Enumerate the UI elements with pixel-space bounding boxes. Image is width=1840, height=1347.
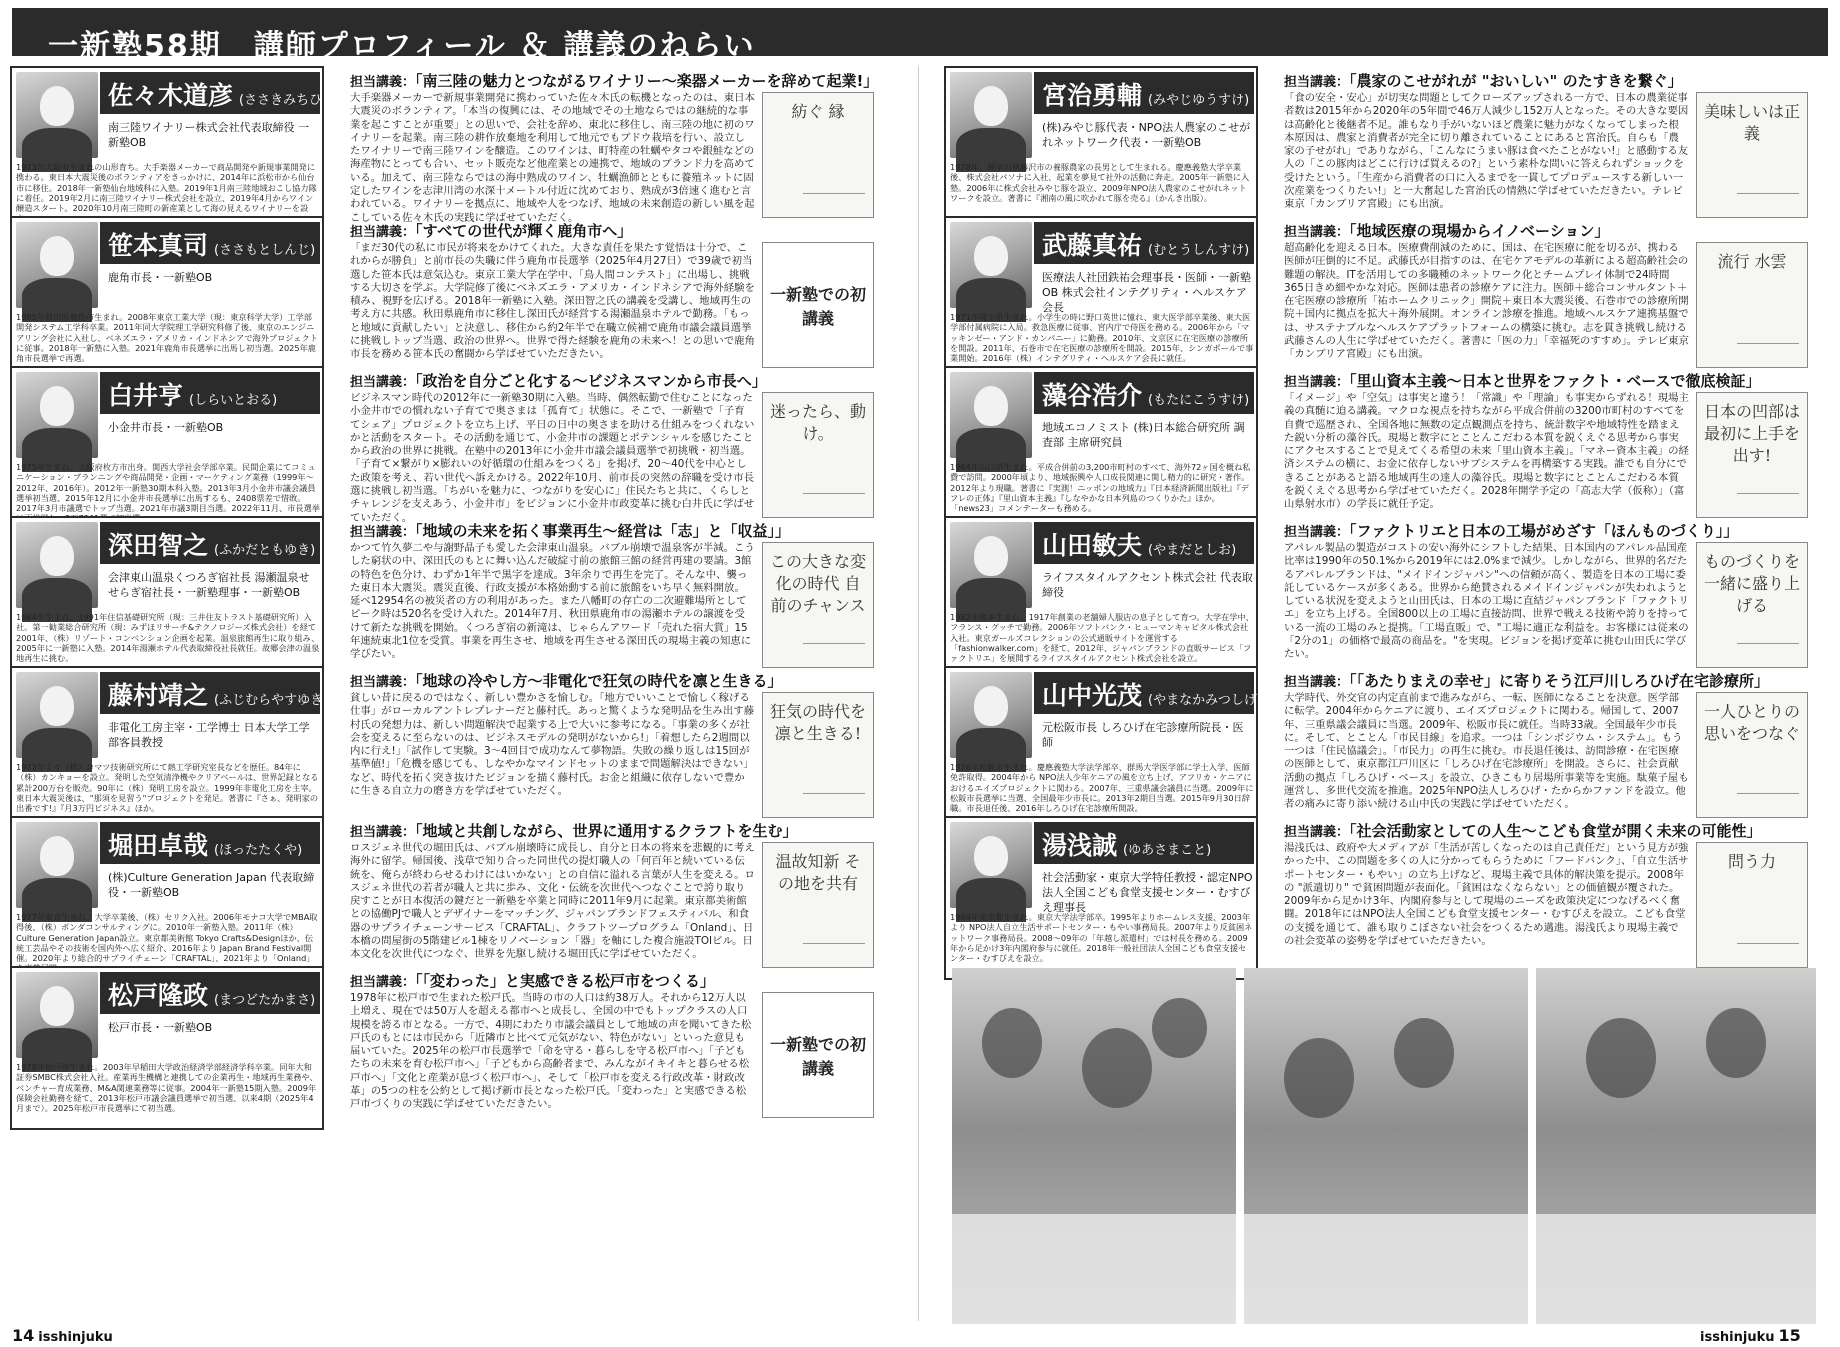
speaker-bio: 1975年生まれ。大阪府枚方市出身。関西大学社会学部卒業。民間企業にてコミュニケーション・プランニングや商品開発・企画・マーケティング業務（1999年～2012年、2016年）。2012年一新塾30期本科入塾。2013年3月小金井市議会議員選挙初当選、2015年12月に小金井市長選挙に出馬するも、2408票差で惜敗。2017年3月市議選でトップ当選。2021年市議3期目当選。2022年11月、市長選挙 (16, 462, 320, 514)
calligraphy-signature (1737, 343, 1799, 357)
profile-box (10, 816, 324, 980)
speaker-kana: (しらいとおる) (189, 393, 278, 408)
lecture-description: 「イメージ」や「空気」は事実と違う！「常識」や「理論」も事実からずれる！現場主義の真髄に迫る講義。マクロな視点を持ちながら平成合併前の3200市町村のすべてを自費で巡歴され、全国各地に無数の定点観測点を持ち、統計数字や地域特性を踏まえた鋭い分析の藻谷氏。現場と数字にとことんこだわる本質を鋭くえぐる思考から事実にアクセスすることで見えてくる希望の未来「里山資本主義」。「マネー資本主義」の経済システムの横に、お金に依存しないサブシステムを再構築する実践。誰でも自分にできることがあると語る地域再生の達人の藻谷氏。現場と数字にとことんこだわる本質を鋭くえぐる思考から学ばせていただく。2028年開学予定の「高志大学（仮称）」（富山県射水市）の学長に就任予定。 (1284, 392, 1689, 511)
first-lecture-text: 一新塾での初講義 (769, 285, 866, 328)
lecture-title-text: 「農家のこせがれが "おいしい" のたすきを繋ぐ」 (1349, 72, 1683, 90)
speaker-name (1042, 226, 1249, 262)
page-number-right: 15 (1778, 1326, 1801, 1345)
profile-box (10, 666, 329, 830)
lecture-title (1284, 820, 1809, 841)
speaker-name (1042, 676, 1262, 712)
profile-box (944, 366, 1258, 530)
speaker-title: 元松阪市長 しろひげ在宅診療所院長・医師 (1042, 721, 1244, 749)
calligraphy-card (1696, 392, 1808, 518)
workshop-photos (952, 968, 1816, 1324)
lecture-description: ビジネスマン時代の2012年に一新塾30期に入塾。当時、偶然転勤で住むことになった小金井市での慣れない子育てで奥さまは「孤育て」状態に。そこで、一新塾で「子育てシェア」プロジェクトを立ち上げ、平日の日中の奥さまを助ける仕組みをつくれないかと活動をスタート。その活動を通じて、小金井市の課題とポテンシャルを感じたことから政治の世界に挑戦。在塾中の2013年に小金井市議会議員選挙で初挑戦・初当選。「子育て×繋がり×膨れいの好循環の仕組みをつくる」を掲げ、20～40代を中心とした政策を考え、若い世代へ訴えかける。2022年10月、前市長の突然の辞職を受け市長選に挑戦し初当選。「ちがいを魅力に、つながりを安心に」住民たちと共に、くらしとチャレンジを支えあう、小金井市」をビジョンに小金井市政変革に挑む白井氏に学ばせていただく。 (350, 392, 755, 524)
lecture-description: 貧しい昔に戻るのではなく、新しい豊かさを愉しむ。「地方でいいことで愉しく稼げる仕事」がローカルアントレプレナーだと藤村氏。あっと驚くような発明品を生み出す藤村氏の発想力は、新しい問題解決で起業する上で大いに参考になる。「事業の多くが社会を変えるに至らないのは、ビジネスモデルの発明がないから!」「着想したら2週間以内に行え!」「試作して実験。3～4回目で成功なんて夢物語。失敗の繰り返しは15回が基準値!」「危機を感じても、しなやかなマインドセットのままで問題解決はできない」など、時代を拓く突き抜けたビジョンを描く藤村氏。お金と組織に依存しないで豊かに生きる自立力の磨き方を学ばせていただく。 (350, 692, 755, 798)
speaker-title: 地域エコノミスト (株)日本総合研究所 調査部 主席研究員 (1042, 421, 1245, 449)
calligraphy-text: ものづくりを一緒に盛り上げる (1703, 552, 1800, 615)
profile-card (944, 816, 1814, 982)
name-bar (1034, 522, 1254, 564)
portrait-photo (950, 672, 1032, 758)
speaker-bio: 1978年松戸市生まれ。2003年早稲田大学政治経済学部経済学科卒業。同年大和証券SMBC株式会社入社。産業再生機構と連携しての企業再生・地域再生業務や、ベンチャー育成業務、M&A関連業務等に従事。2004年一新塾15期入塾。2009年保険会社勤務を経て、2013年松戸市議会議員選挙で初当選、以来4期（2025年4月まで）。2025年松戸市長選挙にて初当選。 (16, 1062, 318, 1114)
lecture-description: 大学時代、外交官の内定直前まで進みながら、一転、医師になることを決意。医学部に転学。2004年からケニアに渡り、エイズプロジェクトに関わる。帰国して、2007年、三重県議会議員に当選。2009年、松阪市長に就任。当時33歳。全国最年少市長に。そして、とことん「市民目線」を追求。一つは「シンボジウム・システム」。もう一つは「住民協議会」。「市民力」の再生に挑む。市長退任後は、訪問診療・在宅医療の医師として、東京都江戸川区に「しろひげ在宅診療所」を開設。さらに、社会貢献活動の拠点「しろひげ・ベース」を設立、ひきこもり居場所事業等を実施。駄菓子屋も運営し、多世代交流を推進。2025年NPO法人しろひげ・たからかファンドを設立。他者の痛みに寄り添い続ける山中氏の実践に学ばせていただく。 (1284, 692, 1689, 811)
speaker-title: 社会活動家・東京大学特任教授・認定NPO法人全国こども食堂支援センター・むすびえ理事長 (1042, 871, 1253, 914)
calligraphy-text: 狂気の時代を凛と生きる! (769, 702, 866, 743)
speaker-title: ライフスタイルアクセント株式会社 代表取締役 (1042, 571, 1253, 599)
profile-card (944, 216, 1814, 382)
calligraphy-card (1696, 242, 1808, 368)
calligraphy-signature (1737, 793, 1799, 807)
profile-box (10, 516, 324, 680)
speaker-title: (株)みやじ豚代表・NPO法人農家のこせがれネットワーク代表・一新塾OB (1042, 121, 1251, 149)
calligraphy-card (762, 842, 874, 968)
speaker-title: 小金井市長・一新塾OB (108, 421, 224, 434)
profile-card (944, 516, 1814, 682)
portrait-head (974, 686, 1008, 726)
portrait-photo (16, 72, 98, 158)
name-bar (100, 72, 341, 114)
lecture-title-text: 「南三陸の魅力とつながるワイナリー～楽器メーカーを辞めて起業!」 (415, 72, 879, 90)
portrait-head (40, 836, 74, 876)
calligraphy-card (762, 392, 874, 518)
calligraphy-text: 日本の凹部は最初に上手を出す! (1703, 402, 1800, 465)
speaker-name-text: 宮治勇輔 (1042, 81, 1143, 110)
portrait-photo (16, 522, 98, 608)
calligraphy-signature (1737, 493, 1799, 507)
lecture-title (350, 70, 879, 91)
speaker-name (1042, 76, 1249, 112)
lecture-title (350, 820, 875, 841)
lecture-description: 大手楽器メーカーで新規事業開発に携わっていた佐々木氏の転機となったのは、東日本大震災のボランティア。「本当の復興には、その地域でその土地ならではの継続的な事業を起こすことが重要」との思いで、会社を辞め、東北に移住し、南三陸の地に初のワイナリーを起業。南三陸の耕作放棄地を利用して地元でもブドウ栽培を行い、設立したワイナリーで南三陸ワインを醸造。このワインは、町特産の牡蠣やタコや銀鮭などの海産物にとっても合い、セット販売など他産業との連携で、地域のブランド力を高めている。加えて、南三陸ならではの海中熟成のワイン、牡蠣漁師とともに養殖ネットに固定したワインを志津川湾の水深十メートル付近に沈めており、熟成が3倍速く進むと言われている。ワイナリーを拠点に、地域や人をつなげ、地域の未来創造の新しい風を起こしている佐々木氏の実践に学ばせていただく。 (350, 92, 755, 224)
name-bar (1034, 672, 1262, 714)
calligraphy-card (762, 542, 874, 668)
lecture-label: 担当講義： (350, 675, 416, 690)
calligraphy-signature (1737, 643, 1799, 657)
profile-box (10, 966, 324, 1130)
speaker-kana: (ささきみちひこ) (239, 93, 341, 108)
speaker-name (108, 76, 340, 112)
portrait-photo (16, 372, 98, 458)
profile-box (944, 216, 1258, 380)
lecture-title-text: 「「変わった」と実感できる松戸市をつくる」 (415, 972, 715, 990)
speaker-name-text: 堀田卓哉 (108, 831, 209, 860)
speaker-name (108, 976, 315, 1012)
speaker-name (108, 526, 315, 562)
first-lecture-text: 一新塾での初講義 (769, 1035, 866, 1078)
lecture-description: ロスジェネ世代の堀田氏は、バブル崩壊時に成長し、自分と日本の将来を悲観的に考え海外に留学。帰国後、浅草で知り合った同世代の提灯職人の「何百年と続いている伝統を、俺らが終わらせるわけにはいかない」との自信に溢れる言葉が人生を変える。ロスジェネ世代の若者が職人と共に歩み、文化・伝統を次世代へつなぐことで誇り取り戻すことが日本復活の鍵だと一新塾を卒業と同時に2011年9月に起業。東京都美術館との協働PJで職人とデザイナーをマッチング、ジャパンブランドフェスティバル、和食器のサプライチェーンサービス「CRAFTAL」、クラフトツープログラム「Onland」、日本橋の問屋街の5階建ビル1棟をリノベーション「器」を軸にした複合施設TOIビル。日本文化を次世代につなぐ、世界を先駆し続ける堀田氏に学ばせていただく。 (350, 842, 755, 961)
speaker-title: 松戸市長・一新塾OB (108, 1021, 213, 1034)
footer-brand-left: isshinjuku (38, 1330, 113, 1345)
speaker-name (108, 376, 277, 412)
name-bar (1034, 822, 1254, 864)
lecture-title (1284, 370, 1809, 391)
workshop-photo (952, 968, 1236, 1324)
speaker-kana: (やまなかみつしげ) (1148, 693, 1262, 708)
speaker-bio: 1969年東京都生まれ。東京大学法学部卒。1995年よりホームレス支援、2003年より NPO法人自立生活サポートセンター・もやい事務局長。2007年より反貧困ネットワーク事務局長。2008～09年の「年越し派遣村」では村長を務める。2009年から足かけ3年内閣府参与に就任。2018年一般社団法人全国こども食堂支援センター・むすびえを設立。 (950, 912, 1253, 964)
speaker-kana: (みやじゆうすけ) (1148, 93, 1250, 108)
portrait-photo (16, 222, 98, 308)
name-bar (100, 372, 320, 414)
profile-box (10, 366, 324, 530)
profile-card (944, 66, 1814, 232)
portrait-photo (950, 372, 1032, 458)
portrait-photo (16, 972, 98, 1058)
speaker-kana: (ふじむらやすゆき) (214, 693, 329, 708)
header-bar (12, 8, 1828, 64)
speaker-name (108, 226, 315, 262)
portrait-head (974, 536, 1008, 576)
lecture-title-text: 「「あたりまえの幸せ」に寄りそう江戸川しろひげ在宅診療所」 (1349, 672, 1770, 690)
lecture-title-text: 「地域と共創しながら、世界に通用するクラフトを生む」 (415, 822, 798, 840)
name-bar (1034, 72, 1254, 114)
lecture-title-text: 「地域の未来を拓く事業再生～経営は「志」と「収益」」 (415, 522, 791, 540)
speaker-kana: (ささもとしんじ) (214, 243, 316, 258)
lecture-title-text: 「ファクトリエと日本の工場がめざす「ほんものづくり」」 (1349, 522, 1739, 540)
lecture-title (350, 370, 875, 391)
portrait-head (40, 386, 74, 426)
name-bar (100, 222, 320, 264)
profile-box (10, 216, 324, 380)
speaker-name-text: 藤村靖之 (108, 681, 209, 710)
speaker-bio: 1964年山口県生まれ。平成合併前の3,200市町村のすべて、海外72ヶ国を概ね私費で訪問。2000年頃より、地域振興や人口成長関連に関し精力的に研究・著作。2012年より現職。著書に『実測！ニッポンの地域力』『日本経済新聞出版社』『デフレの正体』『里山資本主義』『しなやかな日本列島のつくりかた』ほか。「news23」コメンテーターも務める。 (950, 462, 1251, 514)
portrait-head (974, 86, 1008, 126)
lecture-description: 湯浅氏は、政府や大メディアが「生活が苦しくなったのは自己責任だ」という見方が強かった中、この問題を多くの人に分かってもらうために「フードバンク」、「自立生活サポートセンター・もやい」の立ち上げなど、現場主義で具体的解決策を提示。2008年の "派遣切り" で貧困問題が表面化。「貧困はなくならない」との価値観が覆された。2009年から足かけ3年、内閣府参与として現場のニーズを政策決定につなげるべく奮闘。2018年にはNPO法人全国こども食堂支援センター・むすびえを設立。こども食堂の支援を通じて、誰も取りこぼさない社会をつくるため邁進。湯浅氏より現場主義での社会変革の姿勢を学ばせていただきたい。 (1284, 842, 1689, 948)
speaker-bio: 1971年埼玉県生まれ。小学生の時に野口英世に憧れ、東大医学部卒業後、東大医学部付属病院に入局。救急医療に従事、宮内庁で侍医を務める。2006年から「マッキンゼー・アンド・カンパニー」に勤務。2010年、文京区に在宅医療の診療所を開設。2011年、石巻市で在宅医療の診療所を開設。2015年、シンガポールで事業開始。2016年（株）インテグリティ・ヘルスケア会長に就任。 (950, 312, 1254, 364)
speaker-name (1042, 526, 1236, 562)
name-bar (100, 522, 320, 564)
lecture-title (350, 670, 875, 691)
page-number-left: 14 (12, 1326, 35, 1345)
speaker-name-text: 山田敏夫 (1042, 531, 1143, 560)
portrait-head (974, 236, 1008, 276)
calligraphy-text: 紡ぐ 縁 (791, 102, 845, 121)
speaker-title: (株)Culture Generation Japan 代表取締役・一新塾OB (108, 871, 315, 899)
calligraphy-text: 迷ったら、動け。 (769, 402, 866, 443)
lecture-label: 担当講義： (350, 525, 416, 540)
profile-card (10, 966, 880, 1132)
calligraphy-card (1696, 542, 1808, 668)
name-bar (1034, 372, 1254, 414)
profile-card (10, 516, 880, 682)
speaker-name-text: 武藤真祐 (1042, 231, 1143, 260)
speaker-kana: (ふかだともゆき) (214, 543, 316, 558)
speaker-bio: 1985年秋田県鹿角市生まれ。2008年東京工業大学（現：東京科学大学）工学部開発システム工学科卒業。2011年同大学院理工学研究科修了後、東京のエンジニアリング会社に入社し、ベネズエラ・アメリカ・インドネシアで海外プロジェクトに従事。2018年一新塾に入塾。2021年鹿角市長選挙に出馬し初当選。2025年鹿角市長選挙で再選。 (16, 312, 318, 364)
header-band (0, 0, 1840, 62)
profile-card (944, 366, 1814, 532)
calligraphy-card (762, 692, 874, 818)
portrait-head (40, 536, 74, 576)
speaker-name-text: 笹本真司 (108, 231, 209, 260)
speaker-title: 南三陸ワイナリー株式会社代表取締役 一新塾OB (108, 121, 310, 149)
portrait-head (40, 86, 74, 126)
calligraphy-signature (803, 493, 865, 507)
profile-box (944, 666, 1262, 830)
portrait-head (974, 836, 1008, 876)
speaker-name-text: 湯浅誠 (1042, 831, 1118, 860)
speaker-name (1042, 826, 1211, 862)
footer-right (1700, 1326, 1805, 1345)
page-title: 一新塾58期 講師プロフィール ＆ 講義のねらい (48, 29, 756, 64)
lecture-title (1284, 220, 1809, 241)
speaker-kana: (もたにこうすけ) (1148, 393, 1250, 408)
portrait-photo (950, 222, 1032, 308)
speaker-title: 非電化工房主宰・工学博士 日本大学工学部客員教授 (108, 721, 310, 749)
portrait-head (40, 686, 74, 726)
speaker-kana: (ほったたくや) (214, 843, 303, 858)
lecture-description: 1978年に松戸市で生まれた松戸氏。当時の市の人口は約38万人。それから12万人以上増え、現在では50万人を超える都市へと成長し、全国の中でもトップクラスの人口規模を誇る市となる。一方で、4期にわたり市議会議員として地域の声を聞いてきた松戸氏のもとには市民から「近隣市と比べて元気がない、特色がない」といった意見も届いていた。2025年の松戸市長選挙で「命を守る・暮らしを守る松戸市へ」「子どもたちの未来を育む松戸市へ」「子どもから高齢者まで、みんながイキイキと暮らせる松戸市へ」「文化と産業が息づく松戸市へ」、そして「松戸市を変える行政改革・財政改革」の5つの柱を公約として掲げ新市長となった松戸氏。「変わった」と実感できる松戸市づくりの実践に学ばせていただきたい。 (350, 992, 752, 1111)
calligraphy-text: 一人ひとりの思いをつなぐ (1703, 702, 1800, 743)
calligraphy-card (1696, 842, 1808, 968)
speaker-name-text: 山中光茂 (1042, 681, 1143, 710)
portrait-head (40, 986, 74, 1026)
lecture-title (350, 970, 875, 991)
lecture-title-text: 「地域医療の現場からイノベーション」 (1349, 222, 1610, 240)
calligraphy-signature (803, 943, 865, 957)
speaker-name (108, 826, 302, 862)
calligraphy-signature (803, 793, 865, 807)
speaker-bio: 1976年松阪市生まれ。慶應義塾大学法学部卒、群馬大学医学部に学士入学、医師免許取得。2004年から NPO法人少年ケニアの風を立ち上げ、アフリカ・ケニアにおけるエイズプロジェクトに関わる。2007年、三重県議会議員に当選。2009年に松阪市長選挙に当選、全国最年少市長に。2013年2期目当選。2015年9月30日辞職。市長退任後、2016年しろひげ在宅診療所開設。 (950, 762, 1254, 814)
profile-card (10, 666, 880, 832)
lecture-description: かつて竹久夢二や与謝野晶子も愛した会津東山温泉。バブル崩壊で温泉客が半減。こうした窮状の中、深田氏のもとに舞い込んだ破綻寸前の旅館三館の経営再建の要請。3館の特色を色分け、わずか1年半で黒字を達成。3年余りで再生を完了。そんな中、襲った東日本大震災。震災直後、行政支援が本格始動する前に旅館をいち早く無料開放。延べ12954名の被災者の方の利用があった。また八幡町の存亡の二次避難場所としてピーク時は520名を受け入れた。2014年7月、秋田県鹿角市の湯瀬ホテルの譲渡を受けて新たな挑戦を開始。くつろぎ宿の新滝は、じゃらんアワード「売れた宿大賞」15年連続東北1位を受賞。事業を再生させ、地域を再生させる深田氏の現場主義の知恵に学びたい。 (350, 542, 755, 661)
calligraphy-signature (803, 193, 865, 207)
profile-card (10, 816, 880, 982)
speaker-name-text: 深田智之 (108, 531, 209, 560)
speaker-bio: 1973年大阪府生まれの山形育ち。大手楽器メーカーで商品開発や新規事業開発に携わる。東日本大震災後のボランティアをきっかけに、2014年に浜松市から仙台市に移住。2018年一新塾仙台地域科に入塾。2019年1月南三陸地域おこし協力隊に着任。2019年2月に南三陸ワイナリー株式会社を設立、2019年4月からワイン醸造スタート。2020年10月南三陸町の新産業として海の見えるワイナリーを設 (16, 162, 317, 214)
speaker-name-text: 藻谷浩介 (1042, 381, 1143, 410)
lecture-label: 担当講義： (350, 225, 416, 240)
first-lecture-badge (762, 242, 874, 368)
portrait-photo (16, 672, 98, 758)
profile-box (944, 816, 1258, 980)
portrait-head (974, 386, 1008, 426)
speaker-kana: (むとうしんすけ) (1148, 243, 1250, 258)
profile-card (10, 66, 880, 232)
lecture-label: 担当講義： (1284, 75, 1350, 90)
portrait-photo (950, 72, 1032, 158)
lecture-label: 担当講義： (1284, 825, 1350, 840)
calligraphy-text: 温故知新 その地を共有 (775, 852, 861, 893)
portrait-photo (16, 822, 98, 908)
lecture-label: 担当講義： (1284, 225, 1350, 240)
lecture-label: 担当講義： (350, 375, 416, 390)
lecture-title-text: 「社会活動家としての人生～こども食堂が開く未来の可能性」 (1349, 822, 1762, 840)
calligraphy-text: 問う力 (1727, 852, 1776, 871)
profile-card (10, 216, 880, 382)
speaker-bio: 1977年東京生まれ。大学卒業後、（株）セリク入社。2006年モナコ大学でMBA取得後、（株）ポンダコンサルティングに。2010年一新塾入塾。2011年（株）Culture Generation Japan設立。東京都美術館 Tokyo Crafts&Designほか、伝統工芸品やその技術を国内外へ広く紹介、2016年より Japan Brand Festival開催。2020年より総合的サプライチェーン「CRAFTAL」、2021年より「Onland」 (16, 912, 318, 964)
calligraphy-text: この大きな変化の時代 自前のチャンス (769, 552, 866, 615)
portrait-photo (950, 822, 1032, 908)
name-bar (100, 972, 320, 1014)
speaker-name (108, 676, 328, 712)
workshop-photo (1244, 968, 1528, 1324)
page-divider (918, 66, 919, 1321)
portrait-photo (950, 522, 1032, 608)
first-lecture-badge (762, 992, 874, 1118)
profile-box (944, 66, 1258, 230)
profile-card (944, 666, 1814, 832)
profile-box (10, 66, 341, 230)
speaker-title: 会津東山温泉くつろぎ宿社長 湯瀬温泉せせらぎ宿社長・一新塾理事・一新塾OB (108, 571, 310, 599)
lecture-title-text: 「地球の冷やし方～非電化で狂気の時代を凛と生きる」 (415, 672, 783, 690)
lecture-title (1284, 70, 1809, 91)
name-bar (100, 672, 329, 714)
speaker-bio: 1964年生まれ。1991年住信基礎研究所（現：三井住友トラスト基礎研究所）入社。第一勧業総合研究所（現：みずほリサーチ&テクノロジーズ株式会社）を経て2001年、（株）リゾート・コンベンション企画を起業。温泉旅館再生に取り組み、2005年に一新塾に入塾。2014年湯瀬ホテル代表取締役社長就任。故郷会津の温泉地再生に挑む。 (16, 612, 320, 664)
name-bar (100, 822, 320, 864)
lecture-title (350, 520, 875, 541)
speaker-name (1042, 376, 1249, 412)
lecture-label: 担当講義： (1284, 675, 1350, 690)
lecture-label: 担当講義： (1284, 375, 1350, 390)
lecture-label: 担当講義： (350, 975, 416, 990)
speaker-bio: 1973年より（株）コマツ技術研究所にて熱工学研究室長などを歴任。84年に（株）カンキョーを設立。発明した空気清浄機やクリアベールは、世界記録となる累計200万台を販売。90年に（株）発明工房を設立。1999年非電化工房を主宰。東日本大震災後は、"那須を見習う"プロジェクトを発足。著書に『さぁ、発明家の出番です!』『月3万円ビジネス』ほか。 (16, 762, 319, 814)
lecture-description: 「食の安全・安心」が切実な問題としてクローズアップされる一方で、日本の農業従事者数は2015年から2020年の5年間で46万人減少し152万人となった。その大きな要因は高齢化と後継者不足。誰もなり手がいないほど農業に魅力がなくなってしまった根本原因は、農家と消費者が完全に切り離されていることにあると宮治氏。自らも「農家の子せがれ」でありながら、「こんなにうまい豚は食べたことがない!」と感動する友人の「この豚肉はどこに行けば買えるの?」という素朴な問いに答えられずショックを受けたという。「生産から消費者の口に入るまでを一貫してプロデュースする新しい一次産業をつくりたい!」と一大奮起した宮治氏の情熱に学ばせていただきたい。テレビ東京「カンブリア宮殿」にも出演。 (1284, 92, 1689, 211)
speaker-title: 鹿角市長・一新塾OB (108, 271, 213, 284)
calligraphy-signature (1737, 193, 1799, 207)
speaker-kana: (やまだとしお) (1148, 543, 1237, 558)
calligraphy-text: 美味しいは正義 (1703, 102, 1800, 143)
speaker-name-text: 松戸隆政 (108, 981, 209, 1010)
calligraphy-card (1696, 692, 1808, 818)
speaker-name-text: 佐々木道彦 (108, 81, 234, 110)
calligraphy-signature (803, 643, 865, 657)
footer-left (8, 1326, 113, 1345)
footer-brand-right: isshinjuku (1700, 1330, 1775, 1345)
speaker-bio: 1978年、神奈川県藤沢市の養豚農家の長男として生まれる。慶應義塾大学卒業後、株式会社パソナに入社、起業を夢見て社外の活動に奔走。2005年一新塾に入塾。2006年に株式会社みやじ豚を設立、2009年NPO法人農家のこせがれネットワークを設立。著書に『湘南の風に吹かれて豚を売る』（かんき出版）。 (950, 162, 1250, 203)
lecture-title-text: 「政治を自分ごと化する～ビジネスマンから市長へ」 (415, 372, 767, 390)
speaker-kana: (ゆあさまこと) (1123, 843, 1212, 858)
workshop-photo (1536, 968, 1816, 1324)
lecture-title-text: 「里山資本主義～日本と世界をファクト・ベースで徹底検証」 (1349, 372, 1761, 390)
lecture-description: 超高齢化を迎える日本。医療費削減のために、国は、在宅医療に舵を切るが、携わる医師が圧倒的に不足。武藤氏が目指すのは、在宅ケアモデルの革新による超高齢社会の難題の解決。ITを活用しての多職種のネットワーク化とチームプレイ体制で24時間365日きめ細やかな対応。医師は患者の診療ケアに注力。医師＋総合コンサルタント＋在宅医療の診療所「祐ホームクリニック」開院＋東日本大震災後、石巻市での診療所開院＋国内に拠点を拡大＋海外展開。オンライン診療を推進。地域ヘルスケア連携基盤では、サステナブルなヘルスケアプラットフォームの構築に挑む。志を貫き挑戦し続ける武藤さんの人生に学ばせていただく。著書に「医の力」「幸福死のすすめ」。テレビ東京「カンブリア宮殿」にも出演。 (1284, 242, 1689, 361)
calligraphy-card (1696, 92, 1808, 218)
speaker-title: 医療法人社団鉄祐会理事長・医師・一新塾OB 株式会社インテグリティ・ヘルスケア会長 (1042, 271, 1251, 314)
lecture-title-text: 「すべての世代が輝く鹿角市へ」 (415, 222, 633, 240)
lecture-title (1284, 520, 1809, 541)
profile-card (10, 366, 880, 532)
speaker-bio: 1982年熊本生まれ。1917年創業の老舗婦人服店の息子として育つ。大学在学中、フランス・グッチで勤務。2006年ソフトバンク・ヒューマンキャピタル株式会社入社。東京ガールズコレクションの公式通販サイトを運営する「fashionwalker.com」を経て、2012年、ジャパンブランドの直販サービス「ファクトリエ」を展開するライフスタイルアクセント株式会社を設立。 (950, 612, 1254, 664)
speaker-name-text: 白井亨 (108, 381, 184, 410)
lecture-title (1284, 670, 1809, 691)
profile-box (944, 516, 1258, 680)
lecture-label: 担当講義： (1284, 525, 1350, 540)
calligraphy-card (762, 92, 874, 218)
speaker-kana: (まつどたかまさ) (214, 993, 316, 1008)
name-bar (1034, 222, 1254, 264)
portrait-head (40, 236, 74, 276)
calligraphy-signature (1737, 943, 1799, 957)
lecture-description: アパレル製品の製造がコストの安い海外にシフトした結果、日本国内のアパレル品国産比率は1990年の50.1%から2019年には2.0%まで減少。しかしながら、世界的名だたるアパレルブランドは、"メイドインジャパン"への信頼が高く、製造を日本の工場に委託しているケースが多くある。世界から絶賛されるメイドインジャパンが失われようとしている状況を変えようと山田氏は、日本の工場に直結ジャパンブランド「ファクトリエ」を立ち上げる。全国800以上の工場に直接訪問、世界で戦える技術や誇りを持っている一流の工場のみと提携。「工場直販」で、"工場に適正な利益を。お客様には従来の「2分の1」の価格で最高の商品を。"を実現。ビジョンを掲げ変革に挑む山田氏に学びたい。 (1284, 542, 1689, 661)
lecture-description: 「まだ30代の私に市民が将来をかけてくれた。大きな責任を果たす覚悟は十分で、これからが勝負」と前市長の失職に伴う鹿角市長選挙（2025年4月27日）で39歳で初当選した笹本氏は意気込む。東京工業大学在学中、「鳥人間コンテスト」に出場し、挑戦する大切さを学ぶ。大学院修了後にベネズエラ・アメリカ・インドネシアで海外経験を積み、視野を広げる。2018年一新塾に入塾。深田智之氏の講義を受講し、地域再生の考え方に共感。秋田県鹿角市に移住し深田氏が経営する湯瀬温泉ホテルで勤務。「もっと地域に貢献したい」と決意し、移住から約2年半で在職立候補で鹿角市議会議員選挙に挑戦しトップ当選、政治の世界へ。世界で得た経験を鹿角の未来へ！との思いで鹿角市長を務める笹本氏の奮闘から学ばせていただきたい。 (350, 242, 755, 361)
lecture-label: 担当講義： (350, 825, 416, 840)
lecture-label: 担当講義： (350, 75, 416, 90)
lecture-title (350, 220, 875, 241)
calligraphy-text: 流行 水雲 (1717, 252, 1787, 271)
